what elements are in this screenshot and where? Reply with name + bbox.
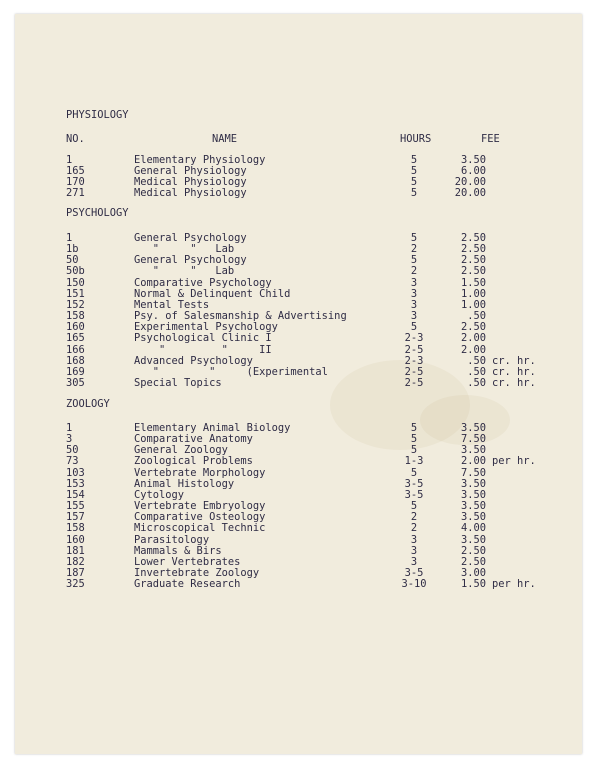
course-number: 165 bbox=[66, 165, 85, 178]
course-name: " " Lab bbox=[134, 265, 235, 278]
course-fee: 1.00 bbox=[460, 287, 486, 300]
course-fee: 7.50 bbox=[460, 466, 486, 479]
course-hours: 2-5 bbox=[404, 343, 424, 356]
course-hours: 5 bbox=[410, 254, 418, 267]
course-hours: 2 bbox=[410, 265, 418, 278]
course-fee: 20.00 bbox=[454, 187, 486, 200]
course-hours: 5 bbox=[410, 176, 418, 189]
course-number: 103 bbox=[66, 466, 85, 479]
course-hours: 5 bbox=[410, 444, 418, 457]
course-fee: 2.50 bbox=[460, 555, 486, 568]
course-name: Elementary Animal Biology bbox=[134, 422, 291, 434]
course-number: 182 bbox=[66, 555, 85, 568]
course-name: Zoological Problems bbox=[134, 455, 253, 468]
course-name: Microscopical Technic bbox=[134, 522, 266, 535]
course-name: " " (Experimental bbox=[134, 365, 328, 378]
course-number: 3 bbox=[66, 433, 73, 446]
course-number: 165 bbox=[66, 332, 85, 345]
course-number: 181 bbox=[66, 544, 85, 557]
course-fee: 2.50 bbox=[460, 321, 486, 334]
course-hours: 5 bbox=[410, 500, 418, 513]
course-hours: 1-3 bbox=[404, 455, 424, 468]
course-fee: 20.00 bbox=[454, 176, 486, 189]
course-fee: 2.00 bbox=[460, 332, 486, 345]
course-name: Parasitology bbox=[134, 533, 210, 546]
course-hours: 2-5 bbox=[404, 376, 424, 389]
course-number: 157 bbox=[66, 511, 85, 524]
course-hours: 5 bbox=[410, 321, 418, 334]
column-header-name: NAME bbox=[212, 133, 238, 145]
course-name: Medical Physiology bbox=[134, 176, 247, 189]
course-name: General Psychology bbox=[134, 232, 247, 244]
course-fee: 1.50 bbox=[460, 276, 486, 289]
course-fee: 2.50 bbox=[460, 232, 486, 244]
course-name: Mental Tests bbox=[134, 298, 210, 311]
course-name: Special Topics bbox=[134, 376, 222, 389]
course-hours: 2 bbox=[410, 243, 418, 256]
course-name: Graduate Research bbox=[134, 578, 241, 591]
column-header-fee: FEE bbox=[481, 133, 500, 145]
course-hours: 2 bbox=[410, 522, 418, 535]
course-name: Advanced Psychology bbox=[134, 354, 253, 367]
course-name: Medical Physiology bbox=[134, 187, 247, 200]
course-name: General Psychology bbox=[134, 254, 247, 267]
course-number: 187 bbox=[66, 566, 85, 579]
course-fee: .50 bbox=[467, 376, 486, 389]
course-hours: 2-3 bbox=[404, 332, 424, 345]
course-name: " " Lab bbox=[134, 243, 235, 256]
course-number: 1 bbox=[66, 232, 73, 244]
course-name: Animal Histology bbox=[134, 477, 235, 490]
fee-unit: cr. hr. bbox=[492, 376, 536, 389]
fee-unit: per hr. bbox=[492, 578, 536, 591]
course-number: 325 bbox=[66, 578, 85, 591]
course-hours: 5 bbox=[410, 154, 418, 166]
course-hours: 3-5 bbox=[404, 566, 424, 579]
course-name: Vertebrate Morphology bbox=[134, 466, 266, 479]
course-fee: 6.00 bbox=[460, 165, 486, 178]
course-hours: 5 bbox=[410, 433, 418, 446]
section-heading-physiology bbox=[0, 109, 129, 121]
section-title: ZOOLOGY bbox=[66, 398, 110, 410]
course-hours: 3 bbox=[410, 533, 418, 546]
course-number: 158 bbox=[66, 310, 85, 323]
course-name: Invertebrate Zoology bbox=[134, 566, 260, 579]
course-number: 1 bbox=[66, 154, 73, 166]
course-hours: 3 bbox=[410, 276, 418, 289]
course-number: 50b bbox=[66, 265, 85, 278]
course-name: Cytology bbox=[134, 488, 185, 501]
course-name: Comparative Psychology bbox=[134, 276, 272, 289]
course-fee: .50 bbox=[467, 310, 486, 323]
course-number: 1 bbox=[66, 422, 73, 434]
course-number: 50 bbox=[66, 254, 79, 267]
course-name: Psychological Clinic I bbox=[134, 332, 272, 345]
course-hours: 5 bbox=[410, 165, 418, 178]
course-hours: 3 bbox=[410, 298, 418, 311]
course-fee: 2.50 bbox=[460, 254, 486, 267]
course-name: Vertebrate Embryology bbox=[134, 500, 266, 513]
course-fee: 3.50 bbox=[460, 500, 486, 513]
fee-unit: cr. hr. bbox=[492, 354, 536, 367]
course-hours: 3 bbox=[410, 287, 418, 300]
course-number: 150 bbox=[66, 276, 85, 289]
course-number: 153 bbox=[66, 477, 85, 490]
course-name: Comparative Anatomy bbox=[134, 433, 253, 446]
column-headers bbox=[0, 133, 500, 145]
course-number: 50 bbox=[66, 444, 79, 457]
course-name: Experimental Psychology bbox=[134, 321, 278, 334]
course-name: Normal & Delinquent Child bbox=[134, 287, 291, 300]
section-title: PSYCHOLOGY bbox=[66, 207, 129, 219]
course-fee: 2.00 bbox=[460, 455, 486, 468]
course-fee: 3.50 bbox=[460, 511, 486, 524]
course-fee: 3.00 bbox=[460, 566, 486, 579]
course-number: 151 bbox=[66, 287, 85, 300]
course-number: 158 bbox=[66, 522, 85, 535]
course-number: 160 bbox=[66, 533, 85, 546]
course-hours: 3 bbox=[410, 544, 418, 557]
course-fee: 2.50 bbox=[460, 243, 486, 256]
course-fee: 7.50 bbox=[460, 433, 486, 446]
course-fee: 2.50 bbox=[460, 265, 486, 278]
course-fee: 3.50 bbox=[460, 533, 486, 546]
fee-unit: per hr. bbox=[492, 455, 536, 468]
course-hours: 3 bbox=[410, 310, 418, 323]
course-hours: 5 bbox=[410, 187, 418, 200]
course-hours: 5 bbox=[410, 232, 418, 244]
course-hours: 5 bbox=[410, 466, 418, 479]
course-name: Comparative Osteology bbox=[134, 511, 266, 524]
course-fee: 3.50 bbox=[460, 422, 486, 434]
course-hours: 5 bbox=[410, 422, 418, 434]
course-number: 155 bbox=[66, 500, 85, 513]
course-hours: 2-5 bbox=[404, 365, 424, 378]
course-name: General Zoology bbox=[134, 444, 228, 457]
course-number: 170 bbox=[66, 176, 85, 189]
course-number: 166 bbox=[66, 343, 85, 356]
course-name: Lower Vertebrates bbox=[134, 555, 241, 568]
course-number: 73 bbox=[66, 455, 79, 468]
course-number: 168 bbox=[66, 354, 85, 367]
course-number: 152 bbox=[66, 298, 85, 311]
course-name: Psy. of Salesmanship & Advertising bbox=[134, 310, 347, 323]
course-fee: 4.00 bbox=[460, 522, 486, 535]
course-hours: 3-5 bbox=[404, 488, 424, 501]
course-number: 169 bbox=[66, 365, 85, 378]
course-fee: 3.50 bbox=[460, 444, 486, 457]
course-fee: .50 bbox=[467, 354, 486, 367]
course-name: Elementary Physiology bbox=[134, 154, 266, 166]
course-fee: 1.50 bbox=[460, 578, 486, 591]
course-hours: 3 bbox=[410, 555, 418, 568]
course-fee: 3.50 bbox=[460, 154, 486, 166]
column-header-no: NO. bbox=[66, 133, 85, 145]
course-hours: 2-3 bbox=[404, 354, 424, 367]
course-fee: 2.00 bbox=[460, 343, 486, 356]
course-fee: 1.00 bbox=[460, 298, 486, 311]
course-name: Mammals & Birs bbox=[134, 544, 222, 557]
column-header-hours: HOURS bbox=[400, 133, 432, 145]
course-fee: .50 bbox=[467, 365, 486, 378]
course-number: 160 bbox=[66, 321, 85, 334]
course-hours: 3-5 bbox=[404, 477, 424, 490]
course-fee: 2.50 bbox=[460, 544, 486, 557]
fee-unit: cr. hr. bbox=[492, 365, 536, 378]
course-hours: 3-10 bbox=[401, 578, 427, 591]
course-number: 1b bbox=[66, 243, 79, 256]
course-name: " " II bbox=[134, 343, 272, 356]
section-title: PHYSIOLOGY bbox=[66, 109, 129, 121]
course-fee: 3.50 bbox=[460, 488, 486, 501]
course-number: 154 bbox=[66, 488, 85, 501]
course-name: General Physiology bbox=[134, 165, 247, 178]
course-hours: 2 bbox=[410, 511, 418, 524]
course-fee: 3.50 bbox=[460, 477, 486, 490]
course-number: 271 bbox=[66, 187, 85, 200]
course-number: 305 bbox=[66, 376, 85, 389]
